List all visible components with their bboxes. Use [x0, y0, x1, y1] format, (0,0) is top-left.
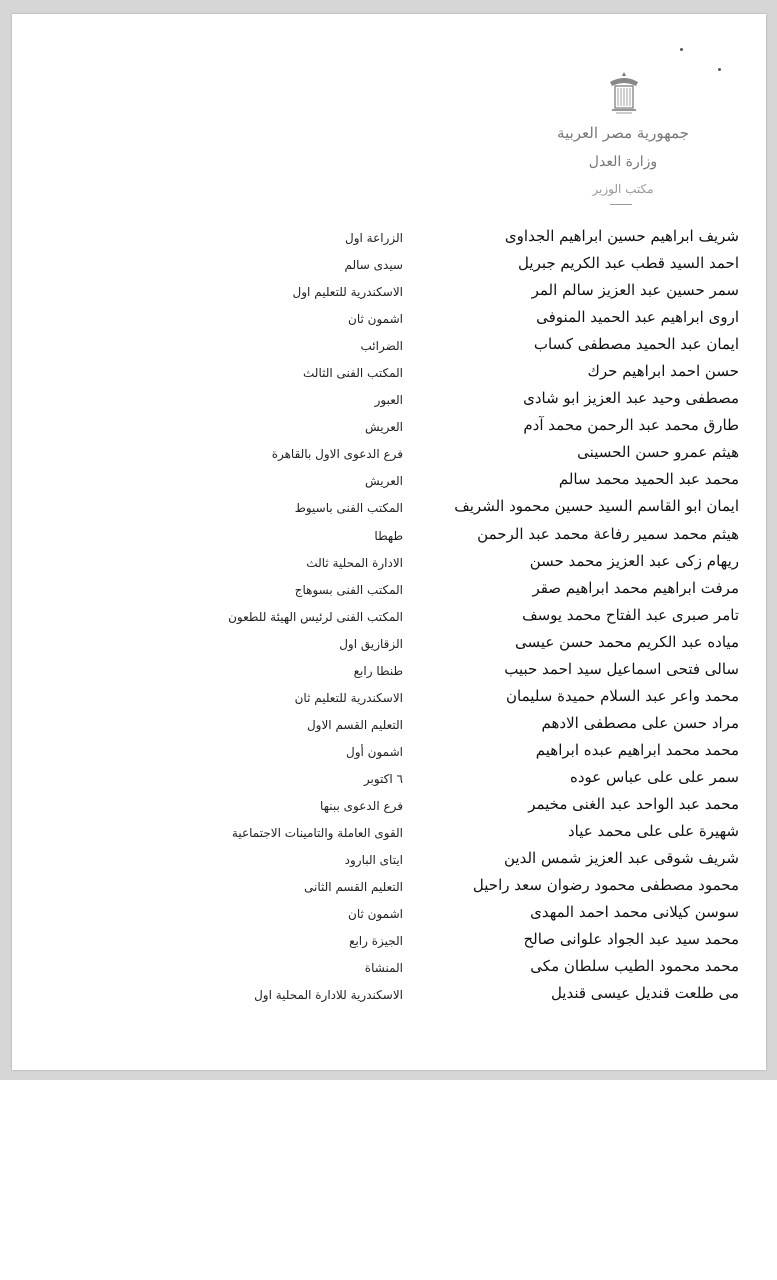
assignment-place: الزقازيق اول — [339, 636, 403, 651]
list-item — [0, 848, 777, 875]
list-item — [0, 253, 777, 280]
list-item — [0, 713, 777, 740]
person-name: مياده عبد الكريم محمد حسن عيسى — [514, 632, 739, 651]
person-name: سمر على على عباس عوده — [569, 767, 739, 786]
person-name: محمود مصطفى محمود رضوان سعد راحيل — [472, 876, 739, 895]
person-name: هيثم عمرو حسن الحسينى — [577, 443, 739, 462]
person-name: احمد السيد قطب عبد الكريم جبريل — [518, 254, 739, 273]
list-item — [0, 875, 777, 902]
person-name: سمر حسين عبد العزيز سالم المر — [531, 281, 739, 300]
assignment-place: الادارة المحلية ثالث — [306, 555, 403, 570]
eagle-emblem-icon — [606, 70, 642, 116]
person-name: مصطفى وحيد عبد العزيز ابو شادى — [523, 389, 739, 408]
list-item — [0, 307, 777, 334]
assignment-place: سيدى سالم — [344, 258, 403, 273]
person-name: سالى فتحى اسماعيل سيد احمد حبيب — [504, 659, 739, 678]
letterhead — [548, 54, 688, 214]
person-name: حسن احمد ابراهيم حرك — [587, 362, 739, 381]
list-item — [0, 551, 777, 578]
assignment-place: المكتب الفنى الثالث — [303, 366, 403, 381]
person-name: محمد محمود الطيب سلطان مكى — [530, 957, 739, 976]
person-name: ايمان عبد الحميد مصطفى كساب — [533, 335, 739, 354]
person-name: طارق محمد عبد الرحمن محمد آدم — [523, 416, 739, 435]
assignment-place: الاسكندرية للتعليم اول — [292, 285, 403, 300]
person-name: شريف شوقى عبد العزيز شمس الدين — [504, 849, 739, 868]
person-name: محمد عبد الحميد محمد سالم — [558, 470, 739, 489]
list-item — [0, 524, 777, 551]
list-item — [0, 956, 777, 983]
assignment-place: الجيزة رابع — [349, 934, 403, 949]
list-item — [0, 415, 777, 442]
speck — [680, 48, 683, 51]
list-item — [0, 740, 777, 767]
assignment-place: المنشاة — [364, 961, 403, 976]
country-title: جمهورية مصر العربية — [557, 124, 689, 142]
person-name: اروى ابراهيم عبد الحميد المنوفى — [536, 308, 739, 327]
list-item — [0, 388, 777, 415]
list-item — [0, 659, 777, 686]
assignment-place: ٦ اكتوبر — [363, 771, 403, 786]
list-item — [0, 469, 777, 496]
assignment-place: العريش — [364, 420, 403, 435]
person-name: ايمان ابو القاسم السيد حسين محمود الشريف — [454, 497, 739, 516]
person-name: محمد محمد ابراهيم عبده ابراهيم — [535, 740, 739, 759]
speck — [718, 68, 721, 71]
person-name: مرفت ابراهيم محمد ابراهيم صقر — [532, 578, 739, 597]
list-item — [0, 686, 777, 713]
person-name: محمد واعر عبد السلام حميدة سليمان — [506, 686, 739, 705]
assignment-place: المكتب الفنى بسوهاج — [294, 582, 403, 597]
person-name: محمد سيد عبد الجواد علوانى صالح — [523, 930, 739, 949]
assignment-place: الزراعة اول — [345, 231, 403, 245]
assignment-place: طهطا — [374, 528, 403, 543]
person-name: تامر صبرى عبد الفتاح محمد يوسف — [522, 605, 739, 624]
letterhead-rule — [610, 204, 632, 205]
assignment-place: اشمون أول — [346, 744, 403, 759]
assignment-place: اشمون ثان — [348, 312, 403, 327]
list-item — [0, 280, 777, 307]
list-item — [0, 821, 777, 848]
assignment-place: الاسكندرية للتعليم ثان — [294, 690, 403, 705]
assignment-place: القوى العاملة والتامينات الاجتماعية — [231, 826, 403, 841]
list-item — [0, 226, 777, 253]
person-name: هيثم محمد سمير رفاعة محمد عبد الرحمن — [477, 524, 739, 543]
list-item — [0, 929, 777, 956]
list-item — [0, 632, 777, 659]
person-name: شريف ابراهيم حسين ابراهيم الجداوى — [504, 227, 739, 245]
office-title: مكتب الوزير — [592, 182, 654, 196]
list-item — [0, 578, 777, 605]
list-item — [0, 361, 777, 388]
assignment-place: المكتب الفنى باسيوط — [294, 501, 403, 516]
assignment-place: طنطا رابع — [353, 663, 403, 678]
assignment-place: التعليم القسم الثانى — [304, 880, 403, 895]
list-item — [0, 496, 777, 523]
person-name: سوسن كيلانى محمد احمد المهدى — [530, 903, 739, 922]
list-item — [0, 334, 777, 361]
assignment-place: المكتب الفنى لرئيس الهيئة للطعون — [228, 609, 403, 624]
assignment-list — [0, 226, 777, 1010]
assignment-place: العبور — [374, 393, 403, 408]
assignment-place: الضرائب — [360, 339, 403, 354]
list-item — [0, 605, 777, 632]
assignment-place: الاسكندرية للادارة المحلية اول — [254, 988, 403, 1003]
person-name: محمد عبد الواحد عبد الغنى مخيمر — [528, 794, 739, 813]
assignment-place: فرع الدعوى الاول بالقاهرة — [271, 447, 403, 462]
list-item — [0, 983, 777, 1010]
list-item — [0, 794, 777, 821]
assignment-place: التعليم القسم الاول — [306, 717, 403, 732]
person-name: مى طلعت قنديل عيسى قنديل — [550, 984, 739, 1003]
list-item — [0, 767, 777, 794]
person-name: ريهام زكى عبد العزيز محمد حسن — [529, 551, 739, 570]
assignment-place: ايتاى البارود — [344, 853, 403, 868]
person-name: شهيرة على على محمد عياد — [567, 822, 739, 841]
list-item — [0, 902, 777, 929]
assignment-place: اشمون ثان — [348, 907, 403, 922]
assignment-place: فرع الدعوى ببنها — [320, 798, 403, 813]
person-name: مراد حسن على مصطفى الادهم — [541, 713, 739, 732]
ministry-title: وزارة العدل — [588, 154, 658, 170]
list-item — [0, 442, 777, 469]
assignment-place: العريش — [364, 474, 403, 489]
